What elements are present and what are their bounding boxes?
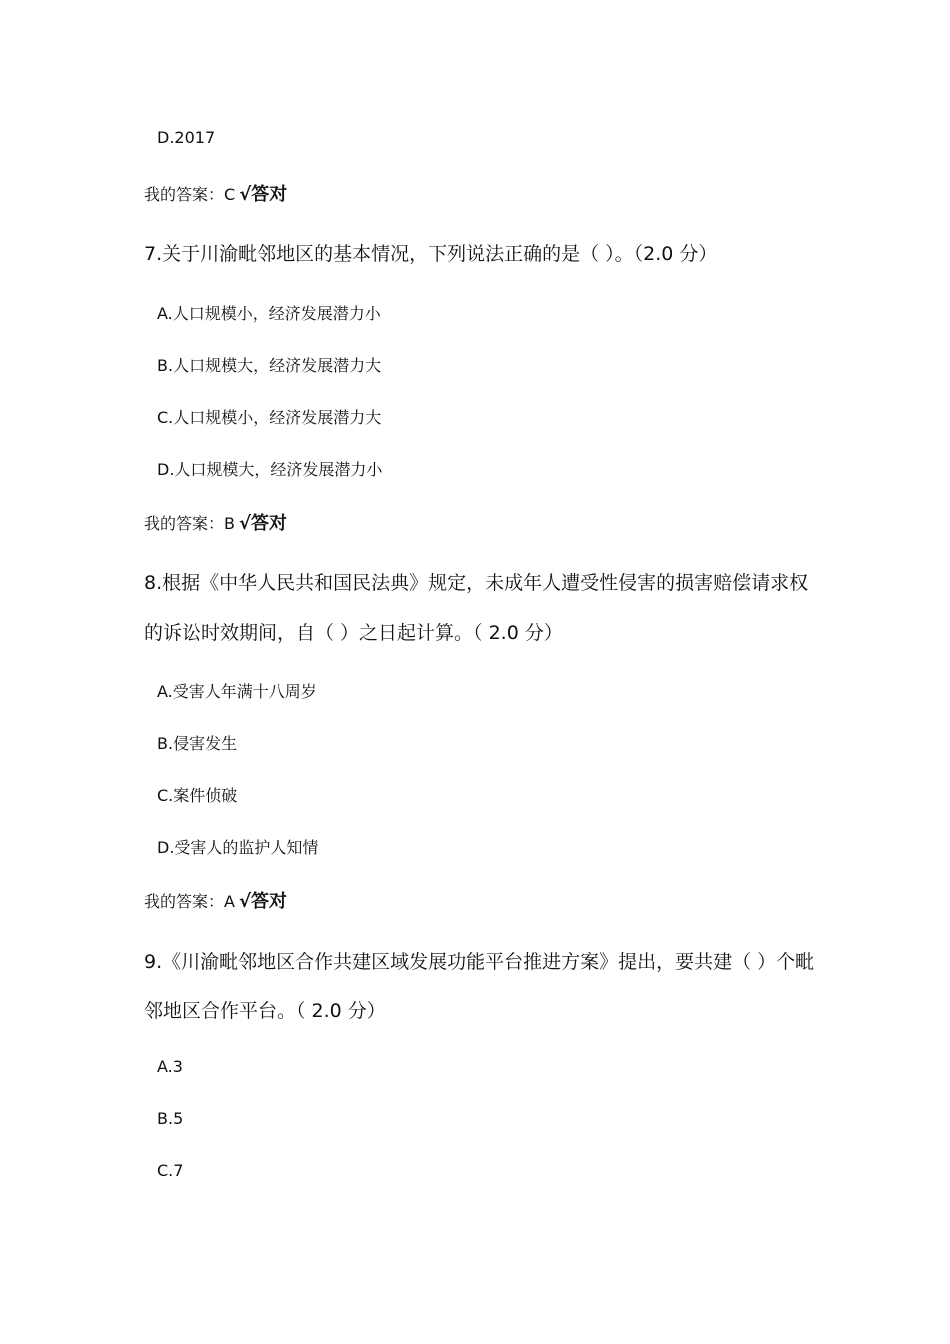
q7-answer-label: 我的答案：B: [144, 514, 235, 533]
q8-option-c: C.案件侦破: [157, 786, 238, 805]
q9-option-a: A.3: [157, 1057, 183, 1076]
q9-option-c: C.7: [157, 1161, 184, 1180]
check-mark-icon: √: [239, 184, 252, 205]
q8-answer-label: 我的答案：A: [144, 892, 235, 911]
q6-answer-verdict: 答对: [251, 184, 288, 205]
q8-stem-line-1: 8.根据《中华人民共和国民法典》规定，未成年人遭受性侵害的损害赔偿请求权: [144, 572, 809, 594]
q7-answer-verdict: 答对: [251, 513, 287, 534]
q9-stem-line-2: 邻地区合作平台。（ 2.0 分）: [144, 1000, 386, 1022]
q7-answer: [144, 509, 287, 535]
q7-option-b: B.人口规模大，经济发展潜力大: [157, 356, 382, 375]
q6-answer: [144, 180, 287, 206]
q6-option-d: D.2017: [157, 128, 216, 147]
q8-option-a: A.受害人年满十八周岁: [157, 682, 317, 701]
q9-stem-line-1: 9.《川渝毗邻地区合作共建区域发展功能平台推进方案》提出，要共建（ ）个毗: [144, 951, 815, 973]
check-mark-icon: √: [238, 891, 251, 912]
q8-stem-line-2: 的诉讼时效期间，自（ ）之日起计算。（ 2.0 分）: [144, 622, 563, 644]
q7-option-a: A.人口规模小，经济发展潜力小: [157, 304, 381, 323]
check-mark-icon: √: [238, 513, 251, 534]
q7-stem: 7.关于川渝毗邻地区的基本情况，下列说法正确的是（ ）。（2.0 分）: [144, 243, 718, 265]
q8-option-d: D.受害人的监护人知情: [157, 838, 319, 857]
q7-option-d: D.人口规模大，经济发展潜力小: [157, 460, 383, 479]
q8-answer: [144, 887, 287, 913]
q9-option-b: B.5: [157, 1109, 184, 1128]
q8-answer-verdict: 答对: [250, 891, 287, 912]
q6-answer-label: 我的答案：C: [144, 185, 236, 204]
q7-option-c: C.人口规模小，经济发展潜力大: [157, 408, 382, 427]
q8-option-b: B.侵害发生: [157, 734, 238, 753]
